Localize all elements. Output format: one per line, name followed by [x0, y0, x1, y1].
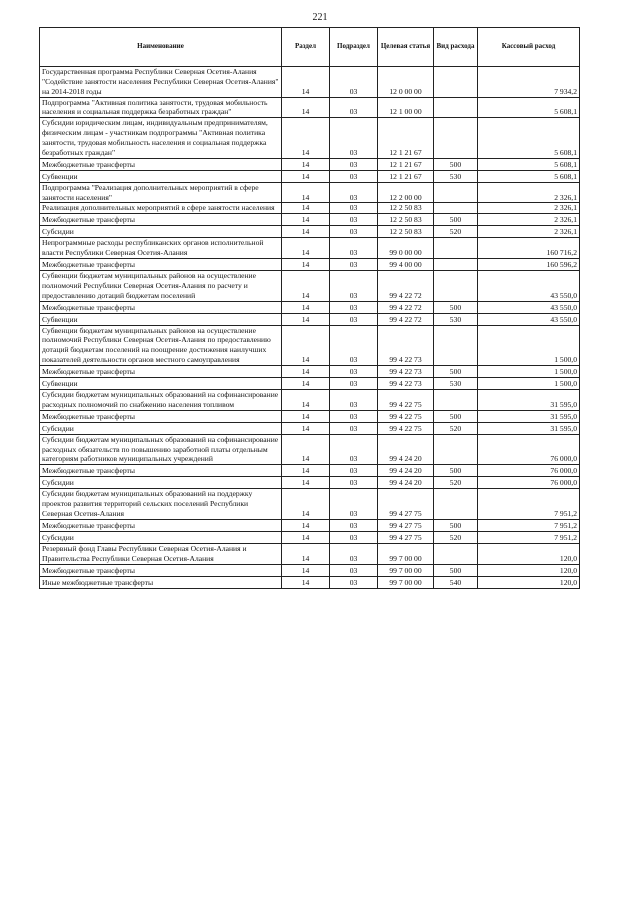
- row-section: 14: [282, 182, 330, 203]
- row-section: 14: [282, 158, 330, 170]
- row-name: Субсидии бюджетам муниципальных образований на софинансирование расходных полномочий по снабжению населения топливом: [40, 390, 282, 411]
- row-exp-type: 500: [434, 564, 478, 576]
- row-subsection: 03: [330, 434, 378, 465]
- header-target: Целевая статья: [378, 28, 434, 67]
- row-exp-type: 500: [434, 301, 478, 313]
- row-section: 14: [282, 97, 330, 118]
- row-name: Непрограммные расходы республиканских органов исполнительной власти Республики Северная Осетия-Алания: [40, 238, 282, 259]
- table-row: [40, 170, 580, 182]
- row-amount: 2 326,1: [478, 182, 580, 203]
- row-name: Межбюджетные трансферты: [40, 158, 282, 170]
- table-row: [40, 214, 580, 226]
- row-subsection: 03: [330, 519, 378, 531]
- row-target: 12 1 21 67: [378, 170, 434, 182]
- table-row: [40, 519, 580, 531]
- row-name: Субсидии: [40, 422, 282, 434]
- row-amount: 1 500,0: [478, 325, 580, 365]
- row-subsection: 03: [330, 378, 378, 390]
- row-target: 99 4 22 73: [378, 325, 434, 365]
- row-name: Субсидии: [40, 226, 282, 238]
- row-amount: 160 716,2: [478, 238, 580, 259]
- row-section: 14: [282, 564, 330, 576]
- row-section: 14: [282, 226, 330, 238]
- budget-execution-table: [39, 27, 580, 589]
- table-row: [40, 271, 580, 302]
- row-target: 99 4 22 73: [378, 378, 434, 390]
- row-amount: 5 608,1: [478, 97, 580, 118]
- row-subsection: 03: [330, 422, 378, 434]
- row-section: 14: [282, 434, 330, 465]
- table-row: [40, 531, 580, 543]
- row-subsection: 03: [330, 170, 378, 182]
- row-section: 14: [282, 67, 330, 98]
- table-row: [40, 67, 580, 98]
- row-target: 99 4 27 75: [378, 519, 434, 531]
- row-exp-type: 530: [434, 313, 478, 325]
- row-amount: 160 596,2: [478, 259, 580, 271]
- row-target: 12 1 21 67: [378, 118, 434, 158]
- row-name: Государственная программа Республики Северная Осетия-Алания "Содействие занятости населения Республики Северная Осетия-Алания" на 2014-2018 годы: [40, 67, 282, 98]
- table-row: [40, 325, 580, 365]
- row-section: 14: [282, 531, 330, 543]
- row-name: Субвенции: [40, 313, 282, 325]
- table-row: [40, 366, 580, 378]
- table-row: [40, 182, 580, 203]
- row-target: 12 2 50 83: [378, 226, 434, 238]
- row-target: 99 7 00 00: [378, 543, 434, 564]
- row-amount: 43 550,0: [478, 271, 580, 302]
- row-subsection: 03: [330, 543, 378, 564]
- row-target: 99 7 00 00: [378, 564, 434, 576]
- row-target: 99 4 22 73: [378, 366, 434, 378]
- row-amount: 120,0: [478, 543, 580, 564]
- row-name: Резервный фонд Главы Республики Северная Осетия-Алания и Правительства Республики Северная Осетия-Алания: [40, 543, 282, 564]
- row-section: 14: [282, 214, 330, 226]
- row-name: Межбюджетные трансферты: [40, 410, 282, 422]
- row-amount: 1 500,0: [478, 366, 580, 378]
- table-row: [40, 434, 580, 465]
- row-amount: 1 500,0: [478, 378, 580, 390]
- row-name: Межбюджетные трансферты: [40, 366, 282, 378]
- header-name: Наименование: [40, 28, 282, 67]
- row-exp-type: [434, 67, 478, 98]
- row-amount: 31 595,0: [478, 422, 580, 434]
- row-target: 12 2 00 00: [378, 182, 434, 203]
- row-amount: 120,0: [478, 564, 580, 576]
- row-section: 14: [282, 576, 330, 588]
- row-subsection: 03: [330, 67, 378, 98]
- row-amount: 120,0: [478, 576, 580, 588]
- table-row: [40, 238, 580, 259]
- row-target: 99 4 22 75: [378, 390, 434, 411]
- row-section: 14: [282, 519, 330, 531]
- row-exp-type: [434, 182, 478, 203]
- row-amount: 43 550,0: [478, 301, 580, 313]
- row-name: Субвенции бюджетам муниципальных районов на осуществление полномочий Республики Северная Осетия-Алания по предоставлению дотаций бюджетам поселений на поощрение достижения наилучших показателей деятельности органов местного самоуправления: [40, 325, 282, 365]
- table-row: [40, 97, 580, 118]
- row-section: 14: [282, 271, 330, 302]
- row-subsection: 03: [330, 313, 378, 325]
- row-subsection: 03: [330, 531, 378, 543]
- row-section: 14: [282, 410, 330, 422]
- table-row: [40, 378, 580, 390]
- table-row: [40, 422, 580, 434]
- row-section: 14: [282, 489, 330, 520]
- table-row: [40, 477, 580, 489]
- table-row: [40, 301, 580, 313]
- row-section: 14: [282, 170, 330, 182]
- row-exp-type: [434, 434, 478, 465]
- row-name: Субсидии бюджетам муниципальных образований на поддержку проектов развития территорий сельских поселений Республики Северная Осетия-Алания: [40, 489, 282, 520]
- table-header-row: [40, 28, 580, 67]
- row-exp-type: [434, 271, 478, 302]
- row-target: 99 4 27 75: [378, 489, 434, 520]
- row-subsection: 03: [330, 271, 378, 302]
- row-subsection: 03: [330, 576, 378, 588]
- row-name: Субвенции: [40, 378, 282, 390]
- row-name: Подпрограмма "Активная политика занятости, трудовая мобильность населения и социальная поддержка безработных граждан": [40, 97, 282, 118]
- row-name: Субсидии бюджетам муниципальных образований на софинансирование расходных обязательств по повышению заработной платы отдельным категориям работников муниципальных учреждений: [40, 434, 282, 465]
- header-amount: Кассовый расход: [478, 28, 580, 67]
- row-name: Субсидии: [40, 477, 282, 489]
- table-row: [40, 226, 580, 238]
- row-target: 99 7 00 00: [378, 576, 434, 588]
- row-amount: 76 000,0: [478, 465, 580, 477]
- row-subsection: 03: [330, 182, 378, 203]
- row-target: 12 2 50 83: [378, 214, 434, 226]
- row-target: 99 4 00 00: [378, 259, 434, 271]
- header-exp-type: Вид расхода: [434, 28, 478, 67]
- row-target: 12 1 21 67: [378, 158, 434, 170]
- row-subsection: 03: [330, 489, 378, 520]
- row-subsection: 03: [330, 203, 378, 214]
- row-subsection: 03: [330, 301, 378, 313]
- row-name: Субсидии: [40, 531, 282, 543]
- header-section: Раздел: [282, 28, 330, 67]
- row-subsection: 03: [330, 238, 378, 259]
- row-exp-type: 520: [434, 477, 478, 489]
- row-amount: 7 951,2: [478, 531, 580, 543]
- row-section: 14: [282, 465, 330, 477]
- row-name: Межбюджетные трансферты: [40, 519, 282, 531]
- row-exp-type: 520: [434, 422, 478, 434]
- row-target: 12 2 50 83: [378, 203, 434, 214]
- row-subsection: 03: [330, 366, 378, 378]
- row-target: 99 4 22 75: [378, 422, 434, 434]
- row-subsection: 03: [330, 477, 378, 489]
- row-section: 14: [282, 238, 330, 259]
- row-amount: 31 595,0: [478, 390, 580, 411]
- row-exp-type: 500: [434, 465, 478, 477]
- row-target: 99 0 00 00: [378, 238, 434, 259]
- row-amount: 7 951,2: [478, 519, 580, 531]
- table-row: [40, 203, 580, 214]
- row-section: 14: [282, 366, 330, 378]
- row-subsection: 03: [330, 564, 378, 576]
- row-amount: 2 326,1: [478, 203, 580, 214]
- row-subsection: 03: [330, 118, 378, 158]
- row-section: 14: [282, 477, 330, 489]
- row-exp-type: [434, 238, 478, 259]
- row-exp-type: 500: [434, 519, 478, 531]
- table-row: [40, 390, 580, 411]
- row-subsection: 03: [330, 226, 378, 238]
- row-amount: 7 951,2: [478, 489, 580, 520]
- row-section: 14: [282, 259, 330, 271]
- row-section: 14: [282, 378, 330, 390]
- row-name: Межбюджетные трансферты: [40, 259, 282, 271]
- row-section: 14: [282, 543, 330, 564]
- row-target: 99 4 24 20: [378, 465, 434, 477]
- row-exp-type: [434, 489, 478, 520]
- row-subsection: 03: [330, 259, 378, 271]
- row-name: Межбюджетные трансферты: [40, 564, 282, 576]
- row-exp-type: [434, 97, 478, 118]
- row-target: 99 4 24 20: [378, 434, 434, 465]
- row-target: 99 4 22 72: [378, 313, 434, 325]
- row-amount: 5 608,1: [478, 170, 580, 182]
- row-amount: 2 326,1: [478, 214, 580, 226]
- row-subsection: 03: [330, 97, 378, 118]
- table-row: [40, 410, 580, 422]
- row-exp-type: 500: [434, 158, 478, 170]
- row-exp-type: 540: [434, 576, 478, 588]
- row-section: 14: [282, 118, 330, 158]
- row-section: 14: [282, 313, 330, 325]
- table-row: [40, 118, 580, 158]
- row-name: Субвенции бюджетам муниципальных районов на осуществление полномочий Республики Северная Осетия-Алания по расчету и предоставлению дотаций бюджетам поселений: [40, 271, 282, 302]
- row-exp-type: 520: [434, 226, 478, 238]
- row-subsection: 03: [330, 158, 378, 170]
- row-amount: 31 595,0: [478, 410, 580, 422]
- row-amount: 43 550,0: [478, 313, 580, 325]
- row-exp-type: 500: [434, 410, 478, 422]
- row-target: 99 4 22 72: [378, 271, 434, 302]
- row-name: Реализация дополнительных мероприятий в сфере занятости населения: [40, 203, 282, 214]
- page-number: 221: [312, 12, 328, 23]
- row-amount: 2 326,1: [478, 226, 580, 238]
- row-exp-type: 530: [434, 378, 478, 390]
- row-target: 12 1 00 00: [378, 97, 434, 118]
- table-body: [40, 67, 580, 589]
- row-exp-type: [434, 543, 478, 564]
- row-name: Подпрограмма "Реализация дополнительных мероприятий в сфере занятости населения": [40, 182, 282, 203]
- row-amount: 5 608,1: [478, 118, 580, 158]
- row-amount: 7 934,2: [478, 67, 580, 98]
- row-exp-type: 520: [434, 531, 478, 543]
- row-target: 12 0 00 00: [378, 67, 434, 98]
- row-exp-type: [434, 259, 478, 271]
- row-target: 99 4 22 75: [378, 410, 434, 422]
- row-section: 14: [282, 301, 330, 313]
- row-target: 99 4 24 20: [378, 477, 434, 489]
- row-name: Субвенции: [40, 170, 282, 182]
- row-amount: 76 000,0: [478, 477, 580, 489]
- table-row: [40, 259, 580, 271]
- row-exp-type: [434, 118, 478, 158]
- row-subsection: 03: [330, 214, 378, 226]
- row-section: 14: [282, 422, 330, 434]
- row-amount: 5 608,1: [478, 158, 580, 170]
- row-name: Иные межбюджетные трансферты: [40, 576, 282, 588]
- row-exp-type: [434, 325, 478, 365]
- row-name: Межбюджетные трансферты: [40, 214, 282, 226]
- table-row: [40, 564, 580, 576]
- table-row: [40, 489, 580, 520]
- table-row: [40, 313, 580, 325]
- table-row: [40, 158, 580, 170]
- row-amount: 76 000,0: [478, 434, 580, 465]
- table-row: [40, 543, 580, 564]
- row-name: Межбюджетные трансферты: [40, 301, 282, 313]
- row-exp-type: 530: [434, 170, 478, 182]
- row-target: 99 4 27 75: [378, 531, 434, 543]
- header-subsection: Подраздел: [330, 28, 378, 67]
- row-subsection: 03: [330, 465, 378, 477]
- row-exp-type: 500: [434, 214, 478, 226]
- row-name: Межбюджетные трансферты: [40, 465, 282, 477]
- table-row: [40, 465, 580, 477]
- row-exp-type: 500: [434, 366, 478, 378]
- row-section: 14: [282, 325, 330, 365]
- row-exp-type: [434, 390, 478, 411]
- row-subsection: 03: [330, 325, 378, 365]
- row-name: Субсидии юридическим лицам, индивидуальным предпринимателям, физическим лицам - участникам подпрограммы "Активная политика занятости, трудовая мобильность населения и социальная поддержка безработных граждан": [40, 118, 282, 158]
- table-row: [40, 576, 580, 588]
- row-exp-type: [434, 203, 478, 214]
- row-subsection: 03: [330, 390, 378, 411]
- row-subsection: 03: [330, 410, 378, 422]
- row-section: 14: [282, 203, 330, 214]
- row-target: 99 4 22 72: [378, 301, 434, 313]
- row-section: 14: [282, 390, 330, 411]
